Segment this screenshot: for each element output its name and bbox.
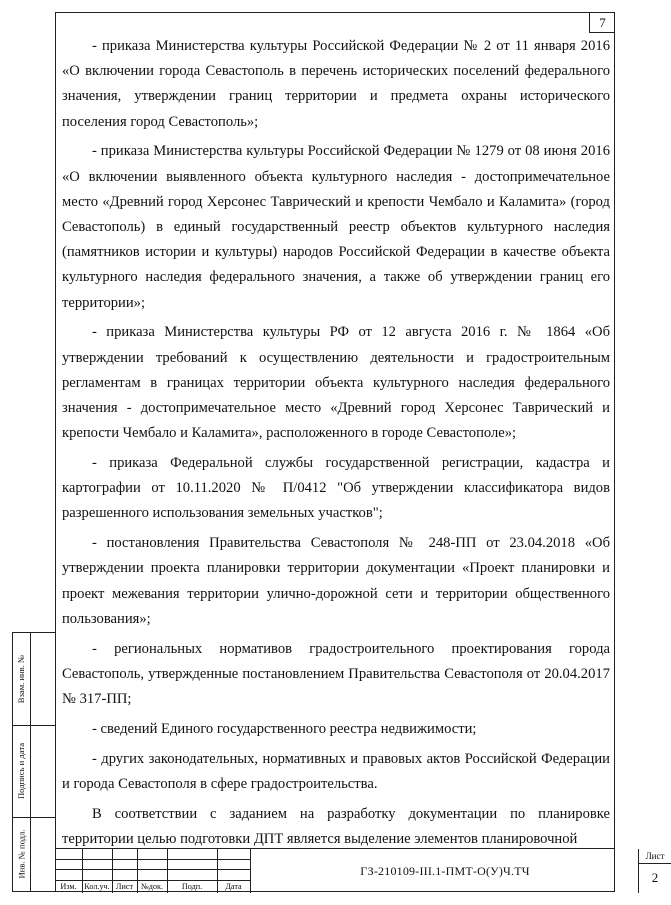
header-date: Дата	[225, 882, 242, 891]
sheet-number: 2	[651, 870, 659, 885]
revision-grid	[55, 849, 250, 893]
header-doc-number: №док.	[140, 882, 164, 891]
header-sheet: Лист	[115, 882, 134, 891]
title-block	[55, 848, 665, 892]
paragraph-1: - приказа Министерства культуры Российской Федерации № 2 от 11 января 2016 «О включении города Севастополь в перечень исторических поселений федерального значения, утверждении границ территории и предмета охраны исторического поселения город Севастополь»;	[62, 38, 610, 130]
paragraph-5: - постановления Правительства Севастополя № 248-ПП от 23.04.2018 «Об утверждении проекта планировки территории документации «Проект планировки и проект межевания территории улично-дорожной сети и территории общественного пользования»;	[62, 535, 610, 627]
side-stamp-strip	[12, 632, 55, 892]
sheet-box	[638, 849, 670, 893]
header-quantity: Кол.уч.	[84, 882, 110, 891]
paragraph-3: - приказа Министерства культуры РФ от 12 августа 2016 г. № 1864 «Об утверждении требований к осуществлению деятельности и градостроительным регламентам в границах территории объекта культурного наследия федерального значения - достопримечательное место «Древний город Херсонес Таврический и крепости Чембало и Каламита», расположенного в городе Севастополе»;	[62, 324, 610, 442]
paragraph-8: - других законодательных, нормативных и правовых актов Российской Федерации и города Севастополя в сфере градостроительства.	[62, 750, 610, 792]
header-signature: Подп.	[181, 882, 203, 891]
paragraph-9: В соответствии с заданием на разработку документации по планировке территории целью подготовки ДПТ является выделение элементов планировочной	[62, 805, 610, 847]
paragraph-6: - региональных нормативов градостроительного проектирования города Севастополь, утвержденные постановлением Правительства Севастополя от 20.04.2017 № 317-ПП;	[62, 640, 610, 708]
paragraph-4: - приказа Федеральной службы государственной регистрации, кадастра и картографии от 10.11.2020 № П/0412 "Об утверждении классификатора видов разрешенного использования земельных участков";	[62, 455, 610, 522]
sheet-label: Лист	[639, 849, 671, 864]
signature-date-label: Подпись и дата	[16, 742, 27, 800]
paragraph-7: - сведений Единого государственного реестра недвижимости;	[92, 720, 477, 737]
document-body	[62, 34, 610, 857]
header-change: Изм.	[60, 882, 77, 891]
page-number-top: 7	[589, 12, 615, 33]
replacement-inventory-label: Взам. инв. №	[16, 654, 27, 704]
paragraph-2: - приказа Министерства культуры Российской Федерации № 1279 от 08 июня 2016 «О включении выявленного объекта культурного наследия - достопримечательное место «Древний город Херсонес Таврический и крепости Чембало и Каламита» (город Севастополь) в единый государственный реестр объектов культурного наследия (памятников истории и культуры) народов Российской Федерации в качестве объекта культурного наследия федерального значения, а также об утверждении границ его территории»;	[62, 143, 610, 311]
document-code: ГЗ-210109-III.1-ПМТ-О(У)Ч.ТЧ	[250, 849, 639, 893]
original-inventory-label: Инв. № подл.	[16, 829, 27, 879]
